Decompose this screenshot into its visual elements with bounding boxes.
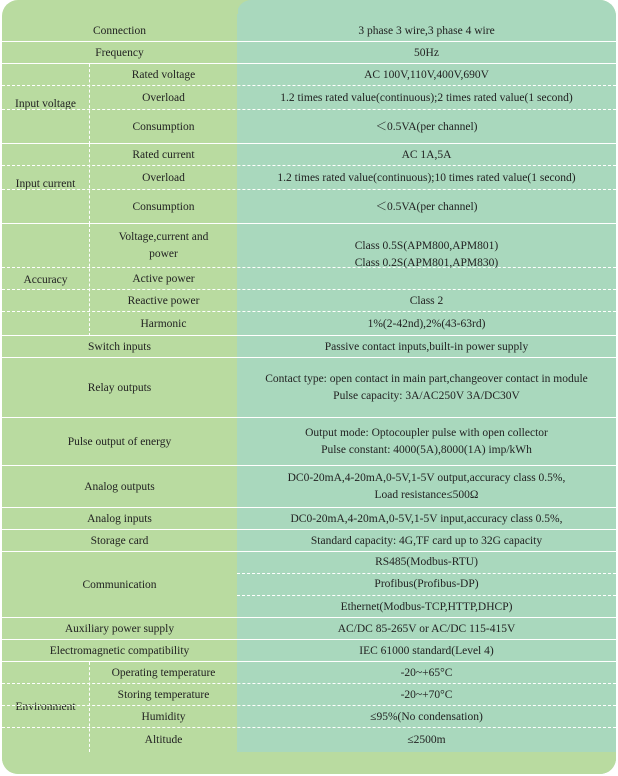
pulse-output-label: Pulse output of energy — [67, 435, 172, 448]
relay-outputs-label: Relay outputs — [87, 381, 152, 394]
row-analog-inputs — [2, 508, 616, 530]
pulse-output-line-1: Output mode: Optocoupler pulse with open collector — [305, 427, 548, 440]
communication-value-1: RS485(Modbus-RTU) — [237, 552, 616, 574]
analog-inputs-value: DC0-20mA,4-20mA,0-5V,1-5V input,accuracy class 0.5%, — [290, 512, 563, 525]
row-altitude — [2, 728, 616, 752]
connection-label: Connection — [92, 24, 147, 37]
row-connection — [2, 20, 616, 42]
storing-temp-value: -20~+70°C — [400, 688, 453, 701]
current-overload-value: 1.2 times rated value(continuous);10 times rated value(1 second) — [277, 171, 576, 184]
rated-voltage-value: AC 100V,110V,400V,690V — [364, 68, 489, 81]
frequency-label: Frequency — [95, 46, 144, 59]
communication-value-2: Profibus(Profibus-DP) — [237, 574, 616, 596]
rated-current-value: AC 1A,5A — [401, 148, 452, 161]
row-analog-outputs — [2, 466, 616, 508]
analog-outputs-value — [237, 466, 616, 508]
relay-outputs-line-1: Contact type: open contact in main part,changeover contact in module — [265, 373, 588, 386]
relay-outputs-value — [237, 358, 616, 418]
emc-label: Electromagnetic compatibility — [49, 644, 190, 657]
communication-value-3: Ethernet(Modbus-TCP,HTTP,DHCP) — [340, 600, 513, 613]
reactive-power-value: Class 2 — [409, 294, 444, 307]
row-operating-temp — [2, 662, 616, 684]
aux-power-value: AC/DC 85-265V or AC/DC 115-415V — [337, 622, 516, 635]
row-voltage-consumption — [2, 110, 616, 144]
row-voltage-overload — [2, 86, 616, 110]
analog-outputs-line-2: Load resistance≤500Ω — [374, 489, 479, 501]
row-rated-voltage — [2, 64, 616, 86]
current-consumption-value: ＜0.5VA(per channel) — [375, 200, 478, 213]
row-storing-temp — [2, 684, 616, 706]
vca-label-line-2: power — [149, 248, 178, 260]
input-voltage-group: Input voltage — [2, 64, 90, 144]
operating-temp-value: -20~+65°C — [400, 666, 453, 679]
row-reactive-power — [2, 290, 616, 312]
row-current-consumption — [2, 190, 616, 224]
frequency-value: 50Hz — [414, 46, 439, 59]
communication-label: Communication — [82, 578, 157, 591]
rated-voltage-label: Rated voltage — [131, 68, 196, 81]
current-consumption-label: Consumption — [132, 200, 195, 213]
humidity-label: Humidity — [141, 710, 186, 723]
humidity-value: ≤95%(No condensation) — [370, 710, 483, 723]
relay-outputs-line-2: Pulse capacity: 3A/AC250V 3A/DC30V — [333, 390, 520, 402]
voltage-consumption-value: ＜0.5VA(per channel) — [375, 120, 478, 133]
vca-label-line-1: Voltage,current and — [118, 231, 209, 244]
storage-card-label: Storage card — [90, 534, 149, 547]
harmonic-label: Harmonic — [140, 317, 187, 330]
analog-inputs-label: Analog inputs — [87, 512, 152, 525]
row-switch-inputs — [2, 336, 616, 358]
row-harmonic — [2, 312, 616, 336]
row-storage-card — [2, 530, 616, 552]
class-line-1: Class 0.5S(APM800,APM801) — [354, 240, 499, 253]
harmonic-value: 1%(2-42nd),2%(43-63rd) — [367, 317, 486, 330]
storing-temp-label: Storing temperature — [117, 688, 210, 701]
voltage-consumption-label: Consumption — [132, 120, 195, 133]
environment-group: Environment — [2, 662, 90, 752]
emc-value: IEC 61000 standard(Level 4) — [359, 644, 494, 657]
altitude-label: Altitude — [144, 733, 183, 746]
altitude-value: ≤2500m — [407, 733, 446, 746]
pulse-output-value — [237, 418, 616, 466]
voltage-overload-label: Overload — [142, 91, 185, 104]
class-line-2: Class 0.2S(APM801,APM830) — [354, 257, 499, 269]
row-pulse-output — [2, 418, 616, 466]
row-active-power — [2, 268, 616, 290]
analog-outputs-label: Analog outputs — [84, 480, 155, 493]
analog-outputs-line-1: DC0-20mA,4-20mA,0-5V,1-5V output,accuracy class 0.5%, — [287, 472, 566, 485]
row-current-overload — [2, 166, 616, 190]
operating-temp-label: Operating temperature — [111, 666, 216, 679]
row-humidity — [2, 706, 616, 728]
reactive-power-label: Reactive power — [127, 294, 200, 307]
row-rated-current — [2, 144, 616, 166]
row-relay-outputs — [2, 358, 616, 418]
spec-table — [2, 0, 616, 774]
pulse-output-line-2: Pulse constant: 4000(5A),8000(1A) imp/kWh — [321, 444, 532, 456]
storage-card-value: Standard capacity: 4G,TF card up to 32G capacity — [310, 534, 543, 547]
rated-current-label: Rated current — [132, 148, 195, 161]
switch-inputs-label: Switch inputs — [88, 340, 151, 353]
table-footer-band — [2, 752, 616, 774]
accuracy-group: Accuracy — [2, 224, 90, 336]
voltage-overload-value: 1.2 times rated value(continuous);2 times rated value(1 second) — [280, 91, 573, 104]
row-frequency — [2, 42, 616, 64]
vca-label — [90, 224, 237, 268]
connection-value: 3 phase 3 wire,3 phase 4 wire — [358, 24, 495, 37]
aux-power-label: Auxiliary power supply — [64, 622, 175, 635]
row-emc — [2, 640, 616, 662]
current-overload-label: Overload — [142, 171, 185, 184]
switch-inputs-value: Passive contact inputs,built-in power supply — [324, 340, 529, 353]
input-current-group: Input current — [2, 144, 90, 224]
row-aux-power — [2, 618, 616, 640]
active-power-label: Active power — [132, 272, 195, 285]
